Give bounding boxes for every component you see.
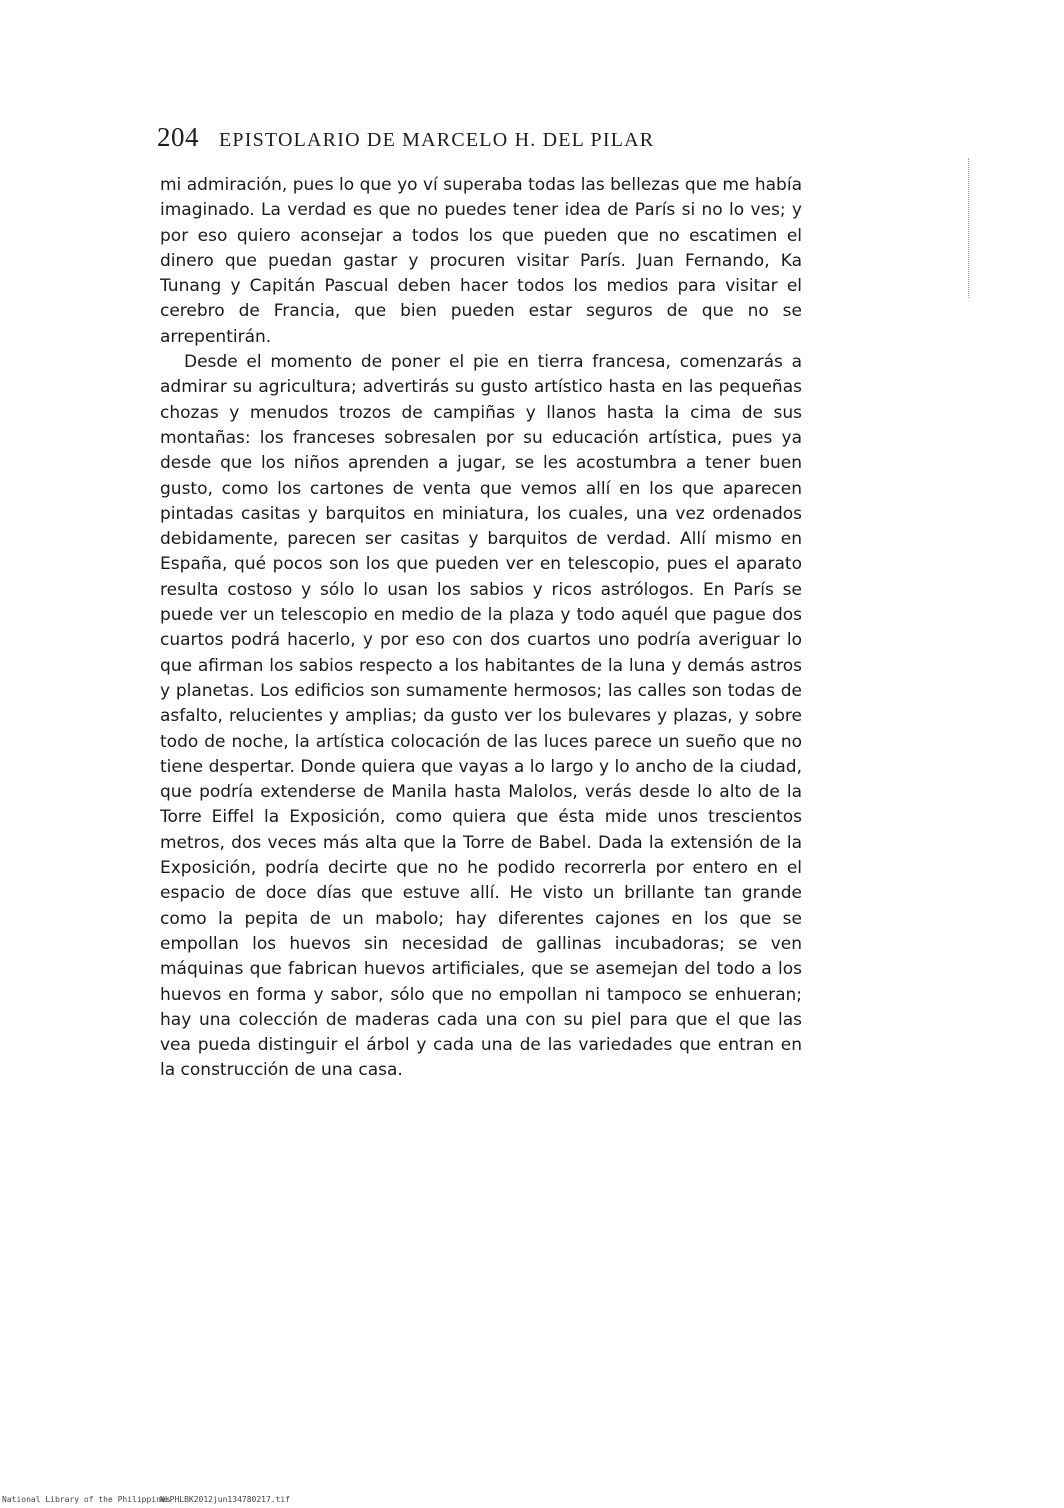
page-header bbox=[157, 122, 807, 153]
running-head: EPISTOLARIO DE MARCELO H. DEL PILAR bbox=[219, 129, 655, 151]
page-number: 204 bbox=[157, 122, 199, 152]
library-credit: National Library of the Philippines bbox=[2, 1495, 171, 1504]
scan-footer bbox=[0, 1494, 1064, 1508]
paragraph-paris-description: Desde el momento de poner el pie en tierra francesa, comenzarás a admirar su agricultura; advertirás su gusto artístico hasta en las pequeñas chozas y menudos trozos de campiñas y llanos hasta la cima de sus montañas: los franceses sobresalen por su educación artística, pues ya desde que los niños aprenden a jugar, se les acostumbra a tener buen gusto, como los cartones de venta que vemos allí en los que aparecen pintadas casitas y barquitos en miniatura, los cuales, una vez ordenados debidamente, parecen ser casitas y barquitos de verdad. Allí mismo en España, qué pocos son los que pueden ver en telescopio, pues el aparato resulta costoso y sólo lo usan los sabios y ricos astrólogos. En París se puede ver un telescopio en medio de la plaza y todo aquél que pague dos cuartos podrá hacerlo, y por eso con dos cuartos uno podría averiguar lo que afirman los sabios respecto a los habitantes de la luna y demás astros y planetas. Los edificios son sumamente hermosos; las calles son todas de asfalto, relucientes y amplias; da gusto ver los bulevares y plazas, y sobre todo de noche, la artística colocación de las luces parece un sueño que no tiene despertar. Donde quiera que vayas a lo largo y lo ancho de la ciudad, que podría extenderse de Manila hasta Malolos, verás desde lo alto de la Torre Eiffel la Exposición, como quiera que ésta mide unos trescientos metros, dos veces más alta que la Torre de Babel. Dada la extensión de la Exposición, podría decirte que no he podido recorrerla por entero en el espacio de doce días que estuve allí. He visto un brillante tan grande como la pepita de un mabolo; hay diferentes cajones en los que se empollan los huevos sin necesidad de gallinas incubadoras; se ven máquinas que fabrican huevos artificiales, que se asemejan del todo a los huevos en forma y sabor, sólo que no empollan ni tampoco se enhueran; hay una colección de maderas cada una con su piel para que el que las vea pueda distinguir el árbol y cada una de las variedades que entran en la construcción de una casa. bbox=[160, 352, 802, 1081]
margin-scan-artifact bbox=[968, 158, 971, 298]
scan-file-id: NLPHLBK2012jun134780217.tif bbox=[160, 1495, 291, 1504]
body-text bbox=[160, 173, 802, 1084]
paragraph-continuation: mi admiración, pues lo que yo ví superaba todas las bellezas que me había imaginado. La verdad es que no puedes tener idea de París si no lo ves; y por eso quiero aconsejar a todos los que pueden que no escatimen el dinero que puedan gastar y procuren visitar París. Juan Fernando, Ka Tunang y Capitán Pascual deben hacer todos los medios para visitar el cerebro de Francia, que bien pueden estar seguros de que no se arrepentirán. bbox=[160, 175, 802, 347]
